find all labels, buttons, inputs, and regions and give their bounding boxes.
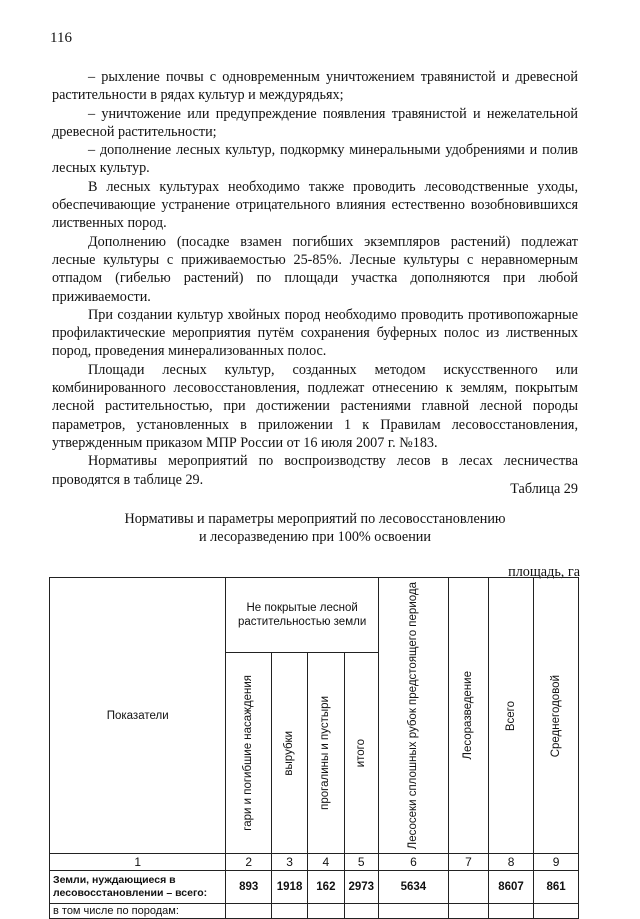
group-header-text: Не покрытые лесной растительностью земли [238, 601, 367, 628]
paragraph: Дополнению (посадке взамен погибших экземпляров растений) подлежат лесные культуры с приживаемостью 25-85%. Лесные культуры с неравномерным отпадом (гибелью растений) по площади участка дополняются при любой приживаемости. [52, 233, 578, 305]
table-cell [534, 904, 579, 919]
table-label: Таблица 29 [510, 481, 578, 497]
table-cell [488, 904, 533, 919]
header-indicators: Показатели [50, 578, 226, 854]
header-burned-dead [226, 652, 272, 854]
table-cell: 5634 [378, 871, 448, 904]
table-cell [226, 904, 272, 919]
body-text [52, 68, 578, 489]
table-cell: 8607 [488, 871, 533, 904]
header-text: вырубки [283, 730, 296, 776]
paragraph: Нормативы мероприятий по воспроизводству лесов в лесах лесничества проводятся в таблице 29. [52, 453, 578, 488]
paragraph: При создании культур хвойных пород необходимо проводить противопожарные профилактические мероприятия путём сохранения буферных полос из лиственных пород, проведения минерализованных полос. [52, 306, 578, 360]
paragraph: – уничтожение или предупреждение появления травянистой и нежелательной древесной растительности; [52, 105, 578, 140]
table-cell [448, 904, 488, 919]
header-text: Лесоразведение [461, 671, 474, 760]
table-row [50, 904, 579, 919]
header-text: Среднегодовой [549, 674, 562, 757]
row-label: в том числе по породам: [50, 904, 226, 919]
table-cell [448, 871, 488, 904]
header-text: Лесосеки сплошных рубок предстоящего периода [406, 582, 419, 850]
header-annual-average [534, 578, 579, 854]
norms-table [49, 577, 579, 919]
table-cell: 893 [226, 871, 272, 904]
paragraph: – дополнение лесных культур, подкормку минеральными удобрениями и полив лесных культур. [52, 142, 578, 177]
col-number: 9 [534, 854, 579, 871]
table-caption [52, 510, 578, 547]
column-numbers-row [50, 854, 579, 871]
header-afforestation [448, 578, 488, 854]
table-cell [378, 904, 448, 919]
col-number: 8 [488, 854, 533, 871]
table-cell: 861 [534, 871, 579, 904]
row-label: Земли, нуждающиеся в лесовосстановлении – всего: [50, 871, 226, 904]
page-number: 116 [50, 30, 72, 46]
col-number: 5 [344, 854, 378, 871]
paragraph: – рыхление почвы с одновременным уничтожением травянистой и древесной растительности в рядах культур и междурядьях; [52, 69, 578, 104]
header-clearcut-areas [378, 578, 448, 854]
header-text: итого [354, 738, 367, 768]
units-label: площадь, га [508, 564, 580, 580]
col-number: 4 [308, 854, 345, 871]
caption-line-1: Нормативы и параметры мероприятий по лесовосстановлению [124, 511, 506, 527]
header-cuttings [272, 652, 308, 854]
col-number: 2 [226, 854, 272, 871]
table-cell [272, 904, 308, 919]
caption-line-2: и лесоразведению при 100% освоении [199, 529, 431, 546]
col-number: 3 [272, 854, 308, 871]
col-number: 6 [378, 854, 448, 871]
table-cell: 162 [308, 871, 345, 904]
paragraph: В лесных культурах необходимо также проводить лесоводственные уходы, обеспечивающие устранение отрицательного влияния естественно возобновившихся лиственных пород. [52, 178, 578, 232]
table-cell [344, 904, 378, 919]
table-row [50, 871, 579, 904]
col-number: 7 [448, 854, 488, 871]
header-text: прогалины и пустыри [319, 696, 332, 810]
header-text: гари и погибшие насаждения [242, 675, 255, 831]
header-glades [308, 652, 345, 854]
table-cell [308, 904, 345, 919]
header-total [488, 578, 533, 854]
header-text: Всего [504, 700, 517, 731]
header-subtotal [344, 652, 378, 854]
paragraph: Площади лесных культур, созданных методом искусственного или комбинированного лесовосстановления, подлежат отнесению к землям, покрытым лесной растительностью, при достижении растениями главной лесной породы параметров, установленных в приложении 1 к Правилам лесовосстановления, утвержденным приказом МПР России от 16 июля 2007 г. №183. [52, 361, 578, 451]
table-cell: 1918 [272, 871, 308, 904]
col-number: 1 [50, 854, 226, 871]
header-group-unforested [226, 578, 379, 653]
table-cell: 2973 [344, 871, 378, 904]
